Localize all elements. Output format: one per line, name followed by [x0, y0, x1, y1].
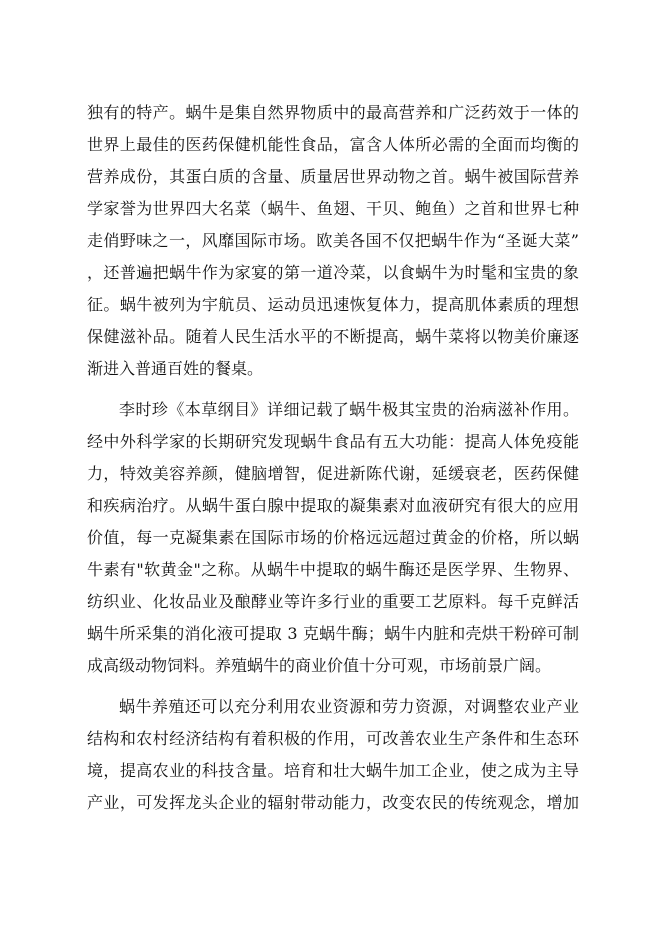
- text-line: 境，提高农业的科技含量。培育和壮大蜗牛加工企业，使之成为主导: [87, 761, 579, 780]
- text-line: 世界上最佳的医药保健机能性食品，富含人体所必需的全面而均衡的: [87, 135, 579, 154]
- document-body: [87, 97, 579, 819]
- text-line: 纺织业、化妆品业及酿酵业等许多行业的重要工艺原料。每千克鲜活: [87, 592, 579, 611]
- text-line: 营养成份，其蛋白质的含量、质量居世界动物之首。蜗牛被国际营养: [87, 167, 579, 186]
- text-line: 保健滋补品。随着人民生活水平的不断提高，蜗牛菜将以物美价廉逐: [87, 327, 579, 346]
- text-line: 成高级动物饲料。养殖蜗牛的商业价值十分可观，市场前景广阔。: [87, 656, 552, 675]
- text-line: 独有的特产。蜗牛是集自然界物质中的最高营养和广泛药效于一体的: [87, 103, 579, 122]
- text-line: 力，特效美容养颜，健脑增智，促进新陈代谢，延缓衰老，医药保健: [87, 464, 579, 483]
- paragraph-spacer: [87, 682, 579, 691]
- text-line: 和疾病治疗。从蜗牛蛋白腺中提取的凝集素对血液研究有很大的应用: [87, 496, 579, 515]
- text-line: 产业，可发挥龙头企业的辐射带动能力，改变农民的传统观念，增加: [87, 793, 579, 812]
- text-line: 李时珍《本草纲目》详细记载了蜗牛极其宝贵的治病滋补作用。: [119, 400, 579, 419]
- text-line: 蜗牛养殖还可以充分利用农业资源和劳力资源，对调整农业产业: [119, 697, 579, 716]
- text-line: ，还普遍把蜗牛作为家宴的第一道冷菜，以食蜗牛为时髦和宝贵的象: [87, 263, 579, 282]
- text-line: 牛素有"软黄金"之称。从蜗牛中提取的蜗牛酶还是医学界、生物界、: [87, 560, 579, 579]
- paragraph-2: [87, 394, 579, 682]
- text-line: 征。蜗牛被列为宇航员、运动员迅速恢复体力，提高肌体素质的理想: [87, 295, 579, 314]
- text-line: 走俏野味之一，风靡国际市场。欧美各国不仅把蜗牛作为“圣诞大菜”: [87, 231, 579, 250]
- text-line: 学家誉为世界四大名菜（蜗牛、鱼翅、干贝、鲍鱼）之首和世界七种: [87, 199, 579, 218]
- paragraph-1: [87, 97, 579, 385]
- text-line: 蜗牛所采集的消化液可提取 3 克蜗牛酶；蜗牛内脏和壳烘干粉碎可制: [87, 624, 579, 643]
- paragraph-spacer: [87, 385, 579, 394]
- text-line: 结构和农村经济结构有着积极的作用，可改善农业生产条件和生态环: [87, 729, 579, 748]
- text-line: 价值，每一克凝集素在国际市场的价格远远超过黄金的价格，所以蜗: [87, 528, 579, 547]
- text-line: 渐进入普通百姓的餐桌。: [87, 359, 264, 378]
- text-line: 经中外科学家的长期研究发现蜗牛食品有五大功能：提高人体免疫能: [87, 432, 579, 451]
- paragraph-3: [87, 691, 579, 819]
